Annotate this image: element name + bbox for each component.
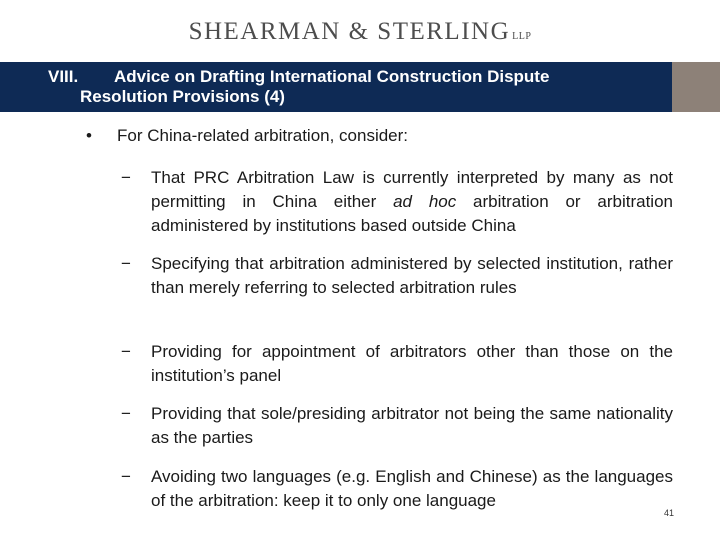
title-bar-accent: [672, 62, 720, 112]
sub-item-text: Providing for appointment of arbitrators other than those on the institution’s panel: [151, 342, 673, 385]
sub-item-text: Providing that sole/presiding arbitrator not being the same nationality as the parties: [151, 404, 673, 447]
sub-item-text: That PRC Arbitration Law is currently interpreted by many as not permitting in China either ad hoc arbitration or arbitration administered by institutions based outside China: [151, 168, 673, 235]
logo-text: SHEARMAN & STERLING: [188, 18, 511, 45]
dash-marker: −: [121, 404, 131, 423]
dash-marker: −: [121, 168, 131, 187]
sub-item: [121, 402, 673, 450]
title-line-1: Advice on Drafting International Construction Dispute: [114, 67, 550, 86]
slide-title: [48, 67, 658, 107]
dash-marker: −: [121, 467, 131, 486]
title-line-2: Resolution Provisions (4): [80, 87, 285, 106]
bullet-text: For China-related arbitration, consider:: [117, 126, 409, 145]
sub-item: [121, 166, 673, 238]
section-number: VIII.: [48, 67, 79, 86]
dash-marker: −: [121, 254, 131, 273]
sub-item: [121, 465, 673, 513]
sub-item-text: Specifying that arbitration administered by selected institution, rather than merely referring to selected arbitration rules: [151, 254, 673, 297]
dash-marker: −: [121, 342, 131, 361]
sub-item: [121, 252, 673, 300]
sub-item: [121, 340, 673, 388]
italic-term: ad hoc: [393, 192, 457, 211]
logo-suffix: LLP: [512, 31, 532, 42]
bullet-marker: •: [86, 126, 92, 145]
company-logo: [0, 18, 720, 46]
sub-item-text: Avoiding two languages (e.g. English and Chinese) as the languages of the arbitration: keep it to only one language: [151, 467, 673, 510]
page-number: 41: [664, 508, 675, 518]
